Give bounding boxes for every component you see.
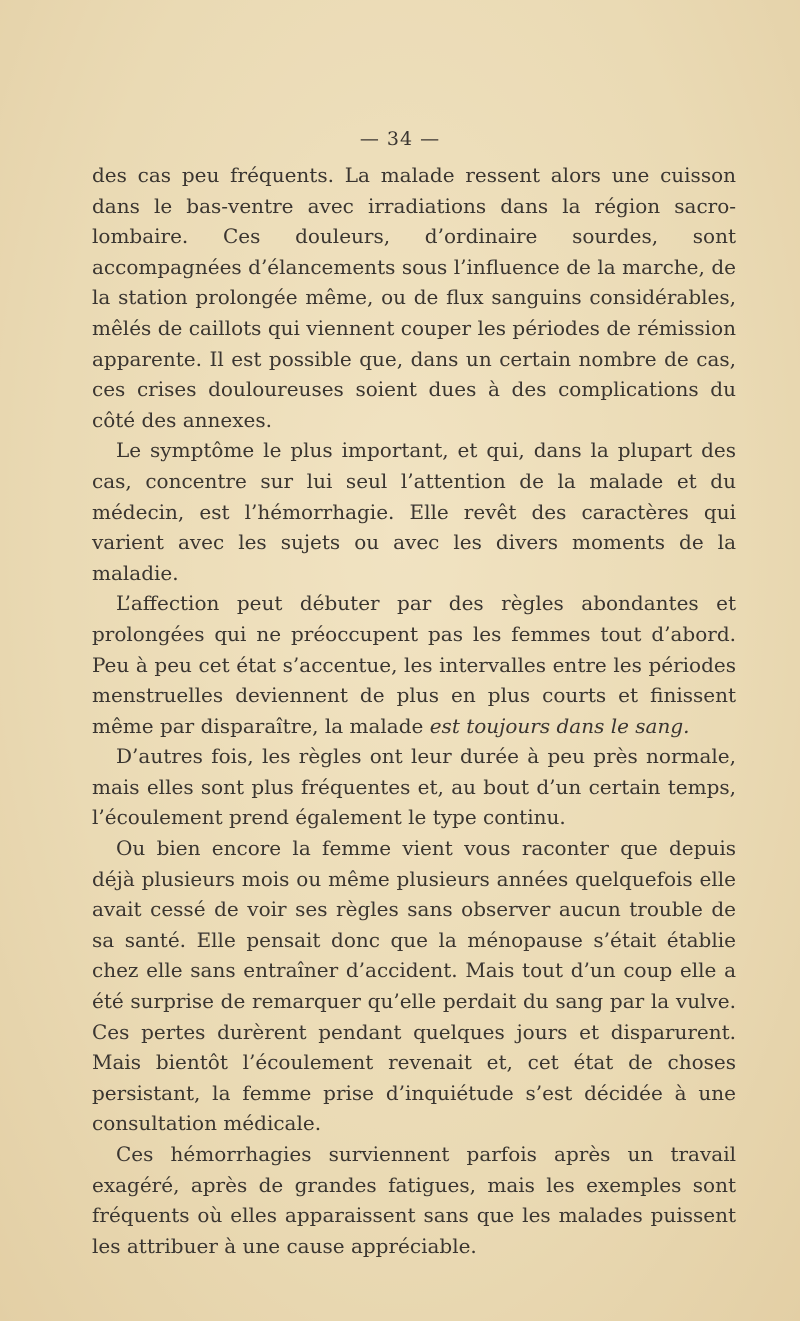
paragraph-3: L’affection peut débuter par des règles abondantes et prolongées qui ne préoccupent pas les femmes tout d’abord. Peu à peu cet état s’accentue, les intervalles entre les périodes menstruelles deviennent de plus en plus courts et finissent même par disparaître, la malade est toujours dans le sang.	[92, 591, 736, 738]
italic-phrase: est toujours dans le sang.	[429, 713, 690, 738]
body-text	[92, 160, 736, 1261]
page-number: — 34 —	[359, 128, 441, 150]
paragraph-6: Ces hémorrhagies surviennent parfois après un travail exagéré, après de grandes fatigues, mais les exemples sont fréquents où elles apparaissent sans que les malades puissent les attribuer à une cause appréciable.	[92, 1142, 736, 1258]
paragraph-1: des cas peu fréquents. La malade ressent alors une cuisson dans le bas-ventre avec irradiations dans la région sacro-lombaire. Ces douleurs, d’ordinaire sourdes, sont accompagnées d’élancements sous l’influence de la marche, de la station prolongée même, ou de flux sanguins considérables, mêlés de caillots qui viennent couper les périodes de rémission apparente. Il est possible que, dans un certain nombre de cas, ces crises douloureuses soient dues à des complications du côté des annexes.	[92, 163, 736, 432]
paragraph-2: Le symptôme le plus important, et qui, dans la plupart des cas, concentre sur lui seul l’attention de la malade et du médecin, est l’hémorrhagie. Elle revêt des caractères qui varient avec les sujets ou avec les divers moments de la maladie.	[92, 438, 736, 585]
paragraph-5: Ou bien encore la femme vient vous raconter que depuis déjà plusieurs mois ou même plusieurs années quelquefois elle avait cessé de voir ses règles sans observer aucun trouble de sa santé. Elle pensait donc que la ménopause s’était établie chez elle sans entraîner d’accident. Mais tout d’un coup elle a été surprise de remarquer qu’elle perdait du sang par la vulve. Ces pertes durèrent pendant quelques jours et disparurent. Mais bientôt l’écoulement revenait et, cet état de choses persistant, la femme prise d’inquiétude s’est décidée à une consultation médicale.	[92, 836, 736, 1136]
paragraph-4: D’autres fois, les règles ont leur durée à peu près normale, mais elles sont plus fréquentes et, au bout d’un certain temps, l’écoulement prend également le type continu.	[92, 744, 736, 830]
